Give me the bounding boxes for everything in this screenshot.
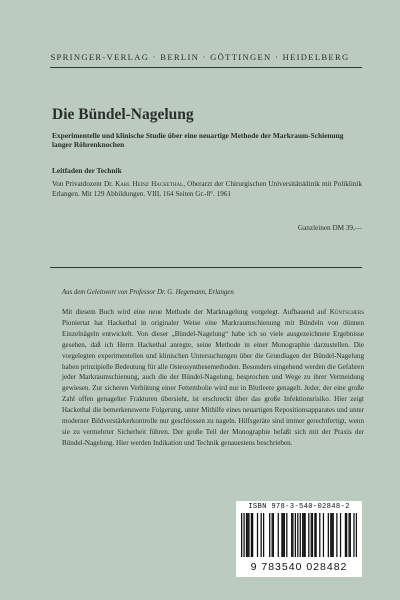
barcode-bar [251,513,252,557]
barcode-bar [269,513,270,557]
barcode-bar [345,513,346,557]
isbn-label: ISBN 978-3-540-02848-2 [248,503,350,511]
top-rule [50,67,362,68]
foreword-heading: Aus dem Geleitwort von Professor Dr. G. Hegemann, Erlangen [62,289,234,296]
barcode-bar [346,513,347,557]
barcode-bar [304,513,305,557]
book-subtitle: Experimentelle und klinische Studie über eine neuartige Methode der Markraum-Schienung langer Röhrenknochen [52,131,344,150]
barcode-bar [295,513,296,557]
barcode-bar [278,513,279,557]
isbn-barcode-box [236,501,362,577]
barcode-bar [263,513,264,557]
author-info [52,180,362,199]
bottom-rule [50,267,362,268]
barcode-bar [246,513,247,557]
barcode-bar [356,513,357,557]
barcode-bar [319,513,320,557]
barcode-bar [311,513,312,557]
barcode-bar [300,513,301,557]
price: Ganzleinen DM 39,— [297,224,362,232]
barcode-bar [297,513,298,557]
barcode-bar [331,513,332,557]
barcode-bar [303,513,304,557]
barcode-bar [272,513,273,557]
foreword-text-part-1: Mit diesem Buch wird eine neue Methode der Marknagelung vorgelegt. Aufbauend auf [62,308,330,316]
barcode-bar [340,513,341,557]
publisher-line: SPRINGER-VERLAG · BERLIN · GÖTTINGEN · HEIDELBERG [50,52,350,62]
barcode-bar [261,513,262,557]
author-prefix: Von Privatdozent Dr. [52,180,116,188]
barcode-bar [330,513,331,557]
author-name: Karl Heinz Hackethal [115,180,184,188]
barcode-bar [328,513,329,557]
barcode-bar [336,513,337,557]
barcode-bar [333,513,334,557]
barcode-bar [284,513,285,557]
barcode-bar [247,513,248,557]
author-suffix: , Oberarzt der Chirurgischen Universitätsklinik mit Poliklinik Erlangen. Mit 129 Abbildungen. VIII, 164 Seiten Gr.-8°. 1961 [52,180,363,198]
foreword-text-part-2: Pioniertat hat Hackethal in originaler Weise eine Markraumschienung mit Bündeln von dünnen Einzelnägeln entwickelt. Von dieser „Bündel-Nagelung“ habe ich so viele ausgezeichnete Ergebnisse gesehen, daß ich Herrn Hackethal anregte, seine Methode in einer Monographie darzustellen. Die vorgelegten experimentellen und klinischen Untersuchungen über die Grundlagen der Bündel-Nagelung haben prinzipielle Bedeutung für alle Osteosynthesemethoden. Besonders eingehend werden die Gefahren jeder Markraumschienung, auch die der Bündel-Nagelung, besprochen und Wege zu ihrer Vermeidung gewiesen. Zur sicheren Verhütung einer Fettembolie wird nur in Blutleere genagelt. Jeder, der eine große Zahl offen genagelter Frakturen übersieht, ist erschreckt über das große Infektionsrisiko. Hier zeigt Hackethal die bemerkenswerte Folgerung, unter Mithilfe eines neuartigen Repositionsapparates und unter moderner Bildverstärkerkontrolle nur geschlossen zu nageln. Hilfsgeräte sind immer gerechtfertigt, wenn sie zu vermehrter Sicherheit führen. Der große Teil der Monographie befaßt sich mit der Praxis der Bündel-Nagelung. Hier werden Indikation und Technik genauestens beschrieben. [62,318,364,447]
barcode-bar [323,513,324,557]
barcode-bar [283,513,284,557]
isbn-digits: 9 783540 028482 [250,561,348,573]
barcode-bar [353,513,354,557]
book-title: Die Bündel-Nagelung [52,106,194,123]
barcode-bar [302,513,303,557]
barcode-bar [314,513,315,557]
barcode-bar [350,513,351,557]
barcode-bar [315,513,316,557]
section-heading: Leitfaden der Technik [52,166,122,175]
barcode-bar [241,513,242,557]
barcode-bar [248,513,249,557]
barcode-bar [292,513,293,557]
barcode-bar [291,513,292,557]
barcode-bar [286,513,287,557]
barcode-bar [252,513,253,557]
barcode-bar [273,513,274,557]
barcode-bar [243,513,244,557]
barcode-bar [257,513,258,557]
foreword-text [62,307,364,449]
barcode-image [241,513,357,563]
barcode-bar [281,513,282,557]
barcode-bar [312,513,313,557]
barcode-bar [308,513,309,557]
barcode-bar [348,513,349,557]
name-kuntscher: Küntschers [329,308,364,316]
